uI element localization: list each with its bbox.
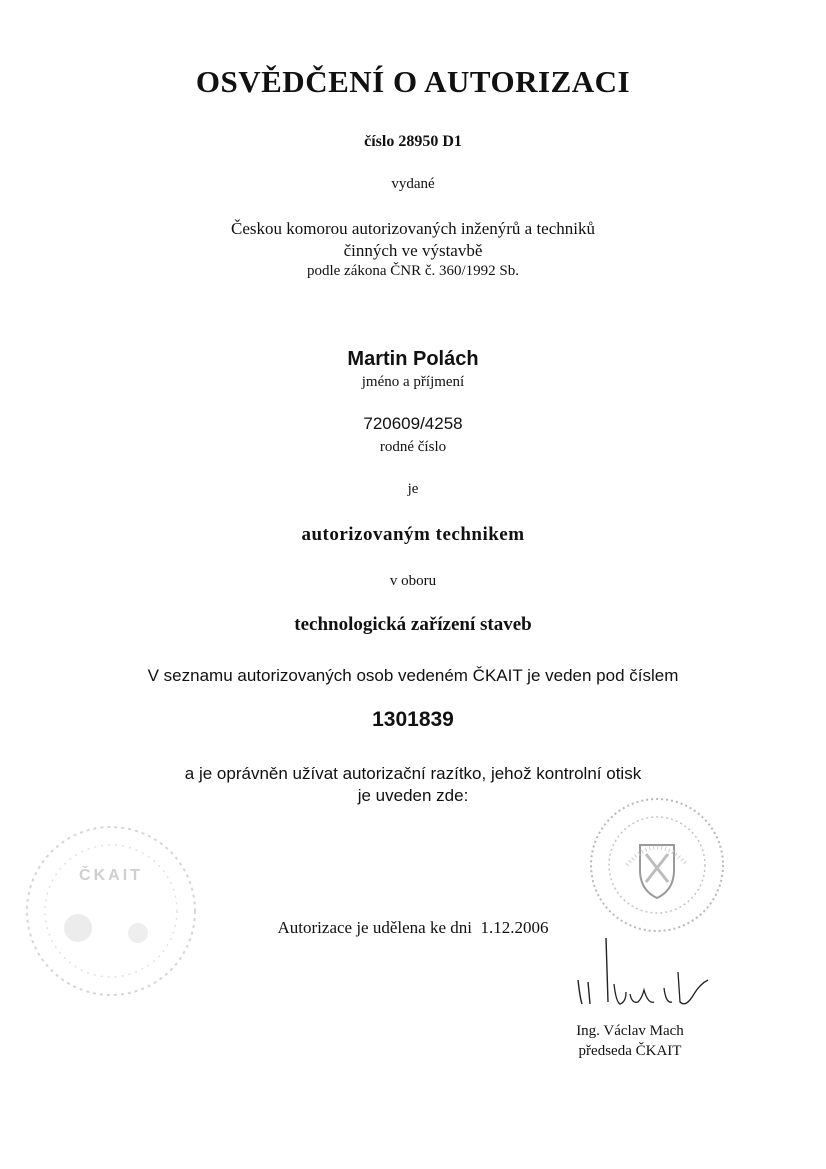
birth-number-caption: rodné číslo xyxy=(379,439,447,455)
is-word: je xyxy=(407,481,419,497)
law-reference: podle zákona ČNR č. 360/1992 Sb. xyxy=(306,263,520,279)
stamp-text-line-1: a je oprávněn užívat autorizační razítko, jehož kontrolní otisk xyxy=(184,764,642,783)
birth-number: 720609/4258 xyxy=(363,414,463,433)
grant-label: Autorizace je udělena ke dni xyxy=(277,918,472,937)
grant-date: 1.12.2006 xyxy=(480,918,549,937)
authorization-stamp-imprint xyxy=(18,818,204,1004)
signer-name: Ing. Václav Mach xyxy=(576,1023,684,1039)
certificate-number: číslo 28950 D1 xyxy=(364,133,462,150)
stamp-text-line-2: je uveden zde: xyxy=(357,786,469,805)
holder-name-caption: jméno a příjmení xyxy=(361,374,465,390)
holder-name: Martin Polách xyxy=(347,348,479,370)
field-prefix: v oboru xyxy=(389,573,437,589)
signature xyxy=(568,932,718,1018)
registry-text: V seznamu autorizovaných osob vedeném ČKAIT je veden pod číslem xyxy=(147,666,679,685)
svg-text:ČKAIT: ČKAIT xyxy=(79,867,143,884)
issuer-line-1: Českou komorou autorizovaných inženýrů a techniků xyxy=(231,219,595,238)
authorization-field: technologická zařízení staveb xyxy=(294,614,532,635)
issuer-line-2: činných ve výstavbě xyxy=(343,241,483,260)
document-title: OSVĚDČENÍ O AUTORIZACI xyxy=(195,64,631,99)
authorization-status: autorizovaným technikem xyxy=(301,524,525,545)
registry-number: 1301839 xyxy=(372,708,454,731)
issued-label: vydané xyxy=(391,176,435,192)
signer-title: předseda ČKAIT xyxy=(578,1043,682,1059)
